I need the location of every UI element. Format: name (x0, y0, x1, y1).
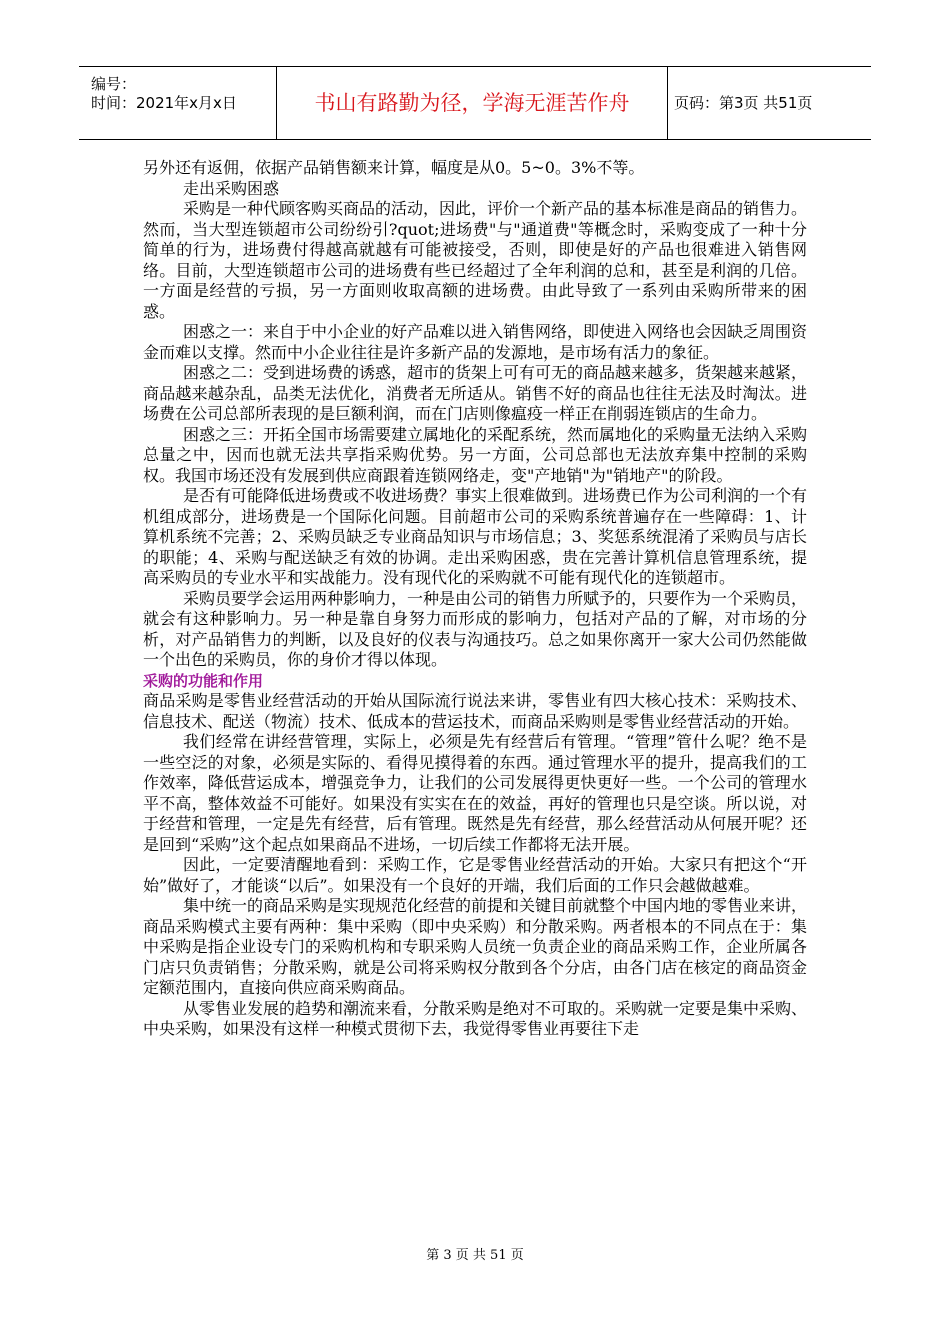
header-motto: 书山有路勤为径，学海无涯苦作舟 (314, 91, 630, 115)
paragraph: 困惑之一：来自于中小企业的好产品难以进入销售网络，即使进入网络也会因缺乏周围资金而难以支撑。然而中小企业往往是许多新产品的发源地，是市场有活力的象征。 (143, 322, 808, 362)
page-footer: 第 3 页 共 51 页 (426, 1248, 524, 1263)
paragraph: 我们经常在讲经营管理，实际上，必须是先有经营后有管理。“管理”管什么呢？绝不是一些空泛的对象，必须是实际的、看得见摸得着的东西。通过管理水平的提升，提高我们的工作效率，降低营运成本，增强竞争力，让我们的公司发展得更快更好一些。一个公司的管理水平不高，整体效益不可能好。如果没有实实在在的效益，再好的管理也只是空谈。所以说，对于经营和管理，一定是先有经营，后有管理。既然是先有经营，那么经营活动从何展开呢？还是回到“采购”这个起点如果商品不进场，一切后续工作都将无法开展。 (143, 732, 807, 854)
header-meta-cell (79, 67, 277, 139)
paragraph: 采购员要学会运用两种影响力，一种是由公司的销售力所赋予的，只要作为一个采购员，就会有这种影响力。另一种是靠自身努力而形成的影响力，包括对产品的了解，对市场的分析，对产品销售力的判断，以及良好的仪表与沟通技巧。总之如果你离开一家大公司仍然能做一个出色的采购员，你的身价才得以体现。 (143, 588, 808, 669)
paragraph: 从零售业发展的趋势和潮流来看，分散采购是绝对不可取的。采购就一定要是集中采购、中央采购，如果没有这样一种模式贯彻下去，我觉得零售业再要往下走 (143, 998, 808, 1038)
paragraph: 因此，一定要清醒地看到：采购工作，它是零售业经营活动的开始。大家只有把这个“开始”做好了，才能谈“以后”。如果没有一个良好的开端，我们后面的工作只会越做越难。 (143, 855, 807, 895)
paragraph: 困惑之二：受到进场费的诱惑，超市的货架上可有可无的商品越来越多，货架越来越紧，商品越来越杂乱，品类无法优化，消费者无所适从。销售不好的商品也往往无法及时淘汰。进场费在公司总部所表现的是巨额利润，而在门店则像瘟疫一样正在削弱连锁店的生命力。 (143, 363, 808, 423)
paragraph: 是否有可能降低进场费或不收进场费？事实上很难做到。进场费已作为公司利润的一个有机组成部分，进场费是一个国际化问题。目前超市公司的采购系统普遍存在一些障碍：1、计算机系统不完善；2、采购员缺乏专业商品知识与市场信息；3、奖惩系统混淆了采购员与店长的职能；4、采购与配送缺乏有效的协调。走出采购困惑，贵在完善计算机信息管理系统，提高采购员的专业水平和实战能力。没有现代化的采购就不可能有现代化的连锁超市。 (143, 486, 808, 587)
document-number-label: 编号： (91, 75, 137, 93)
document-body (143, 158, 807, 1040)
section-title: 走出采购困惑 (183, 178, 280, 198)
paragraph: 困惑之三：开拓全国市场需要建立属地化的采配系统，然而属地化的采购量无法纳入采购总量之中，因而也就无法共享指采购优势。另一方面，公司总部也无法放弃集中控制的采购权。我国市场还没有发展到供应商跟着连锁网络走，变"产地销"为"销地产"的阶段。 (143, 424, 808, 485)
paragraph: 另外还有返佣，依据产品销售额来计算，幅度是从0。5~0。3%不等。 (143, 158, 645, 177)
section-heading: 采购的功能和作用 (143, 671, 264, 690)
paragraph: 商品采购是零售业经营活动的开始从国际流行说法来讲，零售业有四大核心技术：采购技术、信息技术、配送（物流）技术、低成本的营运技术，而商品采购则是零售业经营活动的开始。 (143, 691, 807, 731)
header-page-cell (668, 67, 871, 139)
paragraph: 集中统一的商品采购是实现规范化经营的前提和关键目前就整个中国内地的零售业来讲，商品采购模式主要有两种：集中采购（即中央采购）和分散采购。两者根本的不同点在于：集中采购是指企业设专门的采购机构和专职采购人员统一负责企业的商品采购工作，企业所属各门店只负责销售；分散采购，就是公司将采购权分散到各个分店，由各门店在核定的商品资金定额范围内，直接向供应商采购商品。 (143, 896, 808, 997)
header-page-info: 页码：第3页 共51页 (674, 94, 813, 112)
document-header (79, 66, 871, 140)
header-motto-cell (277, 67, 668, 139)
paragraph: 采购是一种代顾客购买商品的活动，因此，评价一个新产品的基本标准是商品的销售力。然而，当大型连锁超市公司纷纷引?quot;进场费"与"通道费"等概念时，采购变成了一种十分简单的行为，进场费付得越高就越有可能被接受，否则，即使是好的产品也很难进入销售网络。目前，大型连锁超市公司的进场费有些已经超过了全年利润的总和，甚至是利润的几倍。一方面是经营的亏损，另一方面则收取高额的进场费。由此导致了一系列由采购所带来的困惑。 (143, 199, 808, 321)
document-time-label: 时间：2021年x月x日 (91, 94, 237, 112)
